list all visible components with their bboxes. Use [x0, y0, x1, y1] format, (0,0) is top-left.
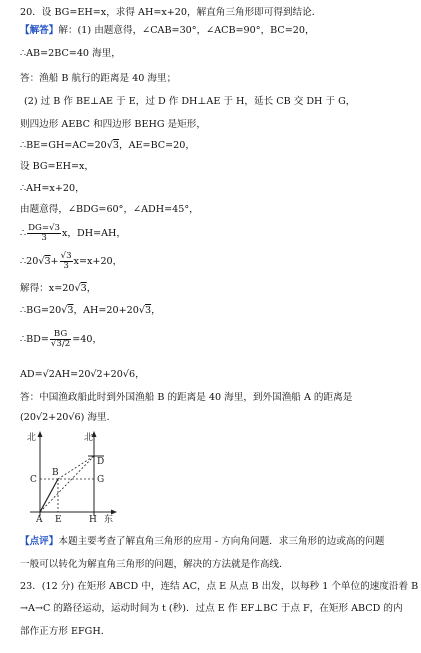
line-1: 20．设 BG=EH=x，求得 AH=x+20，解直角三角形即可得到结论． [20, 7, 322, 18]
question-line-3: 部作正方形 EFGH． [20, 626, 111, 637]
question-line-2: →A→C 的路径运动，运动时间为 t (秒)．过点 E 作 EF⊥BC 于点 F，在矩形 ABCD 的内 [20, 603, 403, 614]
point-e: E [55, 515, 62, 524]
line-11: ∴ $\frac{DG=√3}{3}$ x，DH=AH， [20, 223, 127, 243]
east-label: 东 [104, 515, 114, 524]
line-9: ∴AH=x+20， [20, 183, 85, 194]
fraction: $\frac{√3}{3}$ [60, 251, 72, 271]
fraction: $\frac{BG}{√3/2}$ [50, 329, 71, 349]
north-label-2: 北 [84, 433, 94, 443]
question-line-1: 23．(12 分) 在矩形 ABCD 中，连结 AC，点 E 从点 B 出发，以每秒 1 个单位的速度沿着 B [20, 581, 419, 592]
point-b: B [52, 468, 59, 478]
line-16: AD=√2AH=20√2+20√6， [20, 369, 145, 380]
comment-line-1: 【点评】本题主要考查了解直角三角形的应用 - 方向角问题．求三角形的边或高的问题 [20, 536, 385, 547]
line-12: ∴20√3+ $\frac{√3}{3}$ x=x+20， [20, 251, 123, 271]
comment-tag: 【点评】 [20, 536, 59, 547]
line-3: ∴AB=2BC=40 海里， [20, 48, 121, 59]
line-8: 设 BG=EH=x， [20, 161, 94, 172]
north-label-1: 北 [27, 433, 37, 443]
fraction: $\frac{DG=√3}{3}$ [28, 223, 61, 243]
point-c: C [30, 475, 37, 485]
line-4: 答：渔船 B 航行的距离是 40 海里； [20, 73, 177, 84]
line-14: ∴BG=20√3，AH=20+20√3， [20, 305, 161, 316]
point-h: H [89, 515, 97, 524]
answer-tag: 【解答】 [20, 25, 59, 36]
line-17: 答：中国渔政船此时到外国渔船 B 的距离是 40 海里，到外国渔船 A 的距离是 [20, 392, 353, 403]
line-18: (20√2+20√6) 海里． [20, 412, 117, 423]
comment-line-2: 一般可以转化为解直角三角形的问题，解决的方法就是作高线． [20, 559, 289, 570]
line-6: 则四边形 AEBC 和四边形 BEHG 是矩形， [20, 119, 206, 130]
line-15: ∴BD= $\frac{BG}{√3/2}$ =40， [20, 329, 103, 349]
line-2: 【解答】解：(1) 由题意得，∠CAB=30°，∠ACB=90°，BC=20， [20, 25, 315, 36]
line-10: 由题意得，∠BDG=60°，∠ADH=45°， [20, 204, 199, 215]
point-d: D [97, 457, 105, 467]
line-7: ∴BE=GH=AC=20√3，AE=BC=20， [20, 140, 195, 151]
point-a: A [36, 515, 43, 524]
point-g: G [97, 475, 105, 485]
line-5: (2) 过 B 作 BE⊥AE 于 E，过 D 作 DH⊥AE 于 H，延长 CB 交 DH 于 G， [24, 96, 356, 107]
line-13: 解得：x=20√3， [20, 283, 97, 294]
geometry-figure [22, 428, 122, 524]
